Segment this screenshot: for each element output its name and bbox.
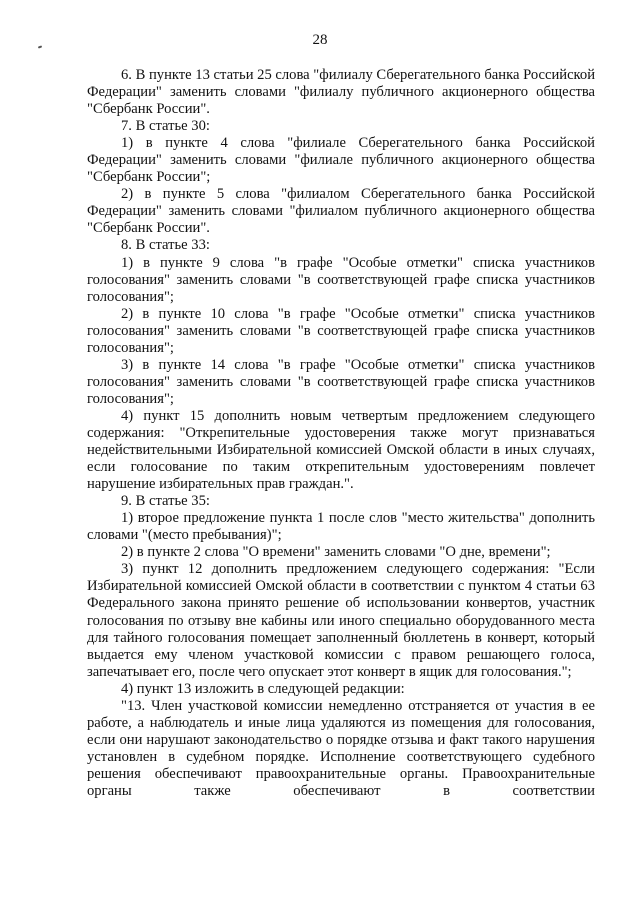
paragraph-9-heading: 9. В статье 35: [121, 493, 210, 510]
paragraph-8-item-3: 3) в пункте 14 слова "в графе "Особые отметки" списка участников голосования" заменить словами "в соответствующей графе списка участников голосования"; [87, 356, 595, 407]
paragraph-article-13-text: "13. Член участковой комиссии немедленно отстраняется от участия в ее работе, а наблюдатель и иные лица удаляются из помещения для голосования, если они нарушают законодательство о порядке отзыва и факт такого нарушения установлен в судебном порядке. Исполнение соответствующего судебного решения обеспечивают правоохранительные органы. Правоохранительные органы также обеспечивают в соответствии [87, 697, 595, 799]
paragraph-6: 6. В пункте 13 статьи 25 слова "филиалу Сберегательного банка Российской Федерации" заменить словами "филиалу публичного акционерного общества "Сбербанк России". [87, 67, 596, 118]
paragraph-9-item-2: 2) в пункте 2 слова "О времени" заменить словами "О дне, времени"; [121, 544, 551, 561]
paragraph-7-heading: 7. В статье 30: [121, 118, 210, 135]
paragraph-8-item-2: 2) в пункте 10 слова "в графе "Особые отметки" списка участников голосования" заменить словами "в соответствующей графе списка участников голосования"; [87, 305, 595, 356]
paragraph-9-item-3: 3) пункт 12 дополнить предложением следующего содержания: "Если Избирательной комиссией Омской области в соответствии с пунктом 4 статьи 63 Федерального закона принято решение об использовании конвертов, участник голосования по отзыву вне кабины или иного специально оборудованного места для тайного голосования помещает заполненный бюллетень в конверт, который выдается ему членом участковой комиссии с правом решающего голоса, запечатывает его, после чего опускает этот конверт в ящик для голосования."; [87, 561, 595, 680]
paragraph-9-item-4: 4) пункт 13 изложить в следующей редакции: [121, 680, 405, 697]
page-number: 28 [312, 32, 328, 48]
paragraph-7-item-1: 1) в пункте 4 слова "филиале Сберегательного банка Российской Федерации" заменить словами "филиале публичного акционерного общества "Сбербанк России"; [87, 135, 595, 186]
paragraph-7-item-2: 2) в пункте 5 слова "филиалом Сберегательного банка Российской Федерации" заменить словами "филиалом публичного акционерного общества "Сбербанк России". [87, 186, 595, 237]
paragraph-8-item-4: 4) пункт 15 дополнить новым четвертым предложением следующего содержания: "Открепительные удостоверения также могут признаваться недействительными Избирательной комиссией Омской области в иных случаях, если голосование по таким открепительным удостоверениям повлечет нарушение избирательных прав граждан.". [87, 407, 595, 493]
paragraph-9-item-1: 1) второе предложение пункта 1 после слов "место жительства" дополнить словами "(место пребывания)"; [87, 510, 595, 544]
document-body [87, 67, 595, 800]
paragraph-8-heading: 8. В статье 33: [121, 237, 210, 254]
paragraph-8-item-1: 1) в пункте 9 слова "в графе "Особые отметки" списка участников голосования" заменить словами "в соответствующей графе списка участников голосования"; [87, 254, 595, 305]
